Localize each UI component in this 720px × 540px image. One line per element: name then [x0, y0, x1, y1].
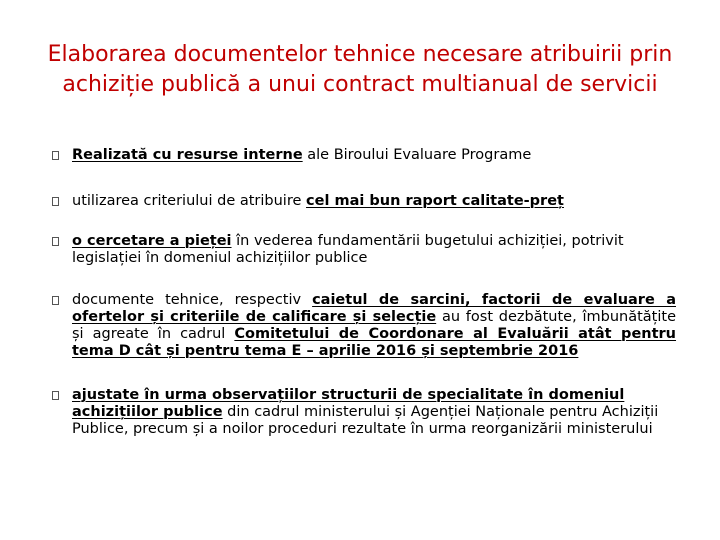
bullet-text: utilizarea criteriului de atribuire: [72, 193, 307, 209]
square-bullet-icon: [52, 151, 59, 160]
bullet-bold-text: Realizată cu resurse interne: [72, 147, 303, 163]
bullet-bold-text: cel mai bun raport calitate-preț: [306, 193, 564, 209]
bullet-bold-text: ajustate în urma observațiilor structurii de specialitate în domeniul achizițiilor publice: [72, 387, 625, 420]
bullet-text: ale Biroului Evaluare Programe: [302, 147, 532, 163]
bullet-text: în vederea fundamentării bugetului achiziției, potrivit legislației în domeniul achizițiilor publice: [72, 233, 624, 266]
square-bullet-icon: [52, 391, 59, 400]
bullet-text: din cadrul ministerului și Agenției Naționale pentru Achiziții Publice, precum și a noilor proceduri rezultate în urma reorganizării ministerului: [72, 404, 659, 437]
bullet-bold-text: caietul de sarcini, factorii de evaluare a ofertelor și criteriile de calificare și selecție: [72, 292, 676, 325]
bullet-bold-text: o cercetare a pieței: [72, 233, 232, 249]
square-bullet-icon: [52, 237, 59, 246]
square-bullet-icon: [52, 197, 59, 206]
bullet-text: au fost dezbătute, îmbunătățite și agreate în cadrul: [72, 309, 676, 342]
bullet-text: documente tehnice, respectiv: [72, 292, 313, 308]
slide-title: Elaborarea documentelor tehnice necesare atribuirii prin achiziție publică a unui contract multianual de servicii: [47, 42, 673, 97]
bullet-bold-text: Comitetului de Coordonare al Evaluării atât pentru tema D cât și pentru tema E – aprilie 2016 și septembrie 2016: [72, 326, 677, 359]
square-bullet-icon: [52, 296, 59, 305]
